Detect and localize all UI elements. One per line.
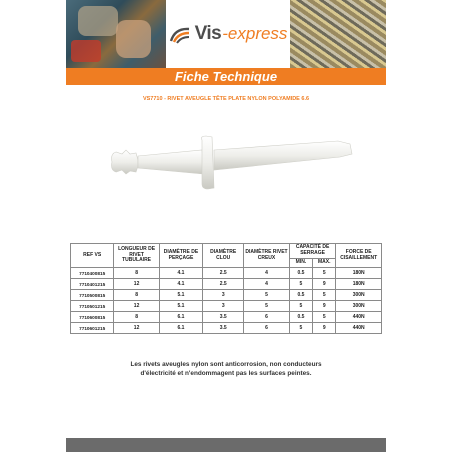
cell-rivet: 4	[244, 279, 290, 290]
cell-min: 0.5	[289, 290, 312, 301]
cell-clou: 3.5	[203, 323, 244, 334]
cell-rivet: 6	[244, 312, 290, 323]
cell-rivet: 4	[244, 268, 290, 279]
cell-longueur: 8	[114, 290, 160, 301]
cell-min: 0.5	[289, 268, 312, 279]
header-ref: REF VS	[71, 244, 114, 268]
footer-bar	[66, 438, 386, 452]
header	[66, 0, 386, 68]
cell-clou: 3.5	[203, 312, 244, 323]
cell-max: 9	[313, 279, 336, 290]
header-photo-tools	[66, 0, 166, 68]
header-longueur: LONGUEUR DE RIVET TUBULAIRE	[114, 244, 160, 268]
cell-force: 300N	[336, 301, 382, 312]
fiche-technique-banner: Fiche Technique	[66, 68, 386, 85]
cell-clou: 3	[203, 301, 244, 312]
cell-longueur: 8	[114, 268, 160, 279]
brand-name-prefix: Vis	[194, 23, 222, 44]
cell-ref: 7710400815	[71, 268, 114, 279]
rivet-illustration	[102, 132, 362, 192]
cell-percage: 5.1	[159, 290, 202, 301]
table-row	[71, 290, 382, 301]
cell-min: 5	[289, 323, 312, 334]
brand-logo	[166, 0, 290, 68]
header-capacite: CAPACITÉ DE SERRAGE	[289, 244, 336, 259]
cell-clou: 2.5	[203, 279, 244, 290]
header-diametre-percage: DIAMÈTRE DE PERÇAGE	[159, 244, 202, 268]
logo-swoosh-icon	[169, 24, 191, 44]
cell-force: 440N	[336, 312, 382, 323]
brand-name-suffix: -express	[222, 24, 288, 43]
cell-force: 440N	[336, 323, 382, 334]
cell-percage: 6.1	[159, 312, 202, 323]
product-note	[106, 361, 346, 378]
cell-force: 180N	[336, 268, 382, 279]
table-row	[71, 301, 382, 312]
product-title: VS7710 - RIVET AVEUGLE TÊTE PLATE NYLON POLYAMIDE 6.6	[142, 96, 310, 102]
cell-ref: 7710500815	[71, 290, 114, 301]
cell-ref: 7710501215	[71, 301, 114, 312]
cell-rivet: 5	[244, 301, 290, 312]
cell-force: 180N	[336, 279, 382, 290]
cell-percage: 5.1	[159, 301, 202, 312]
cell-ref: 7710401215	[71, 279, 114, 290]
cell-longueur: 8	[114, 312, 160, 323]
table-row	[71, 279, 382, 290]
header-min: MIN.	[289, 259, 312, 268]
table-row	[71, 312, 382, 323]
header-diametre-clou: DIAMÈTRE CLOU	[203, 244, 244, 268]
cell-clou: 3	[203, 290, 244, 301]
cell-longueur: 12	[114, 301, 160, 312]
cell-rivet: 6	[244, 323, 290, 334]
cell-min: 5	[289, 301, 312, 312]
header-max: MAX.	[313, 259, 336, 268]
document-page	[66, 0, 386, 452]
cell-max: 5	[313, 290, 336, 301]
cell-percage: 4.1	[159, 279, 202, 290]
cell-min: 0.5	[289, 312, 312, 323]
cell-longueur: 12	[114, 279, 160, 290]
cell-longueur: 12	[114, 323, 160, 334]
spec-table	[70, 243, 382, 334]
cell-max: 5	[313, 268, 336, 279]
header-photo-screws	[290, 0, 386, 68]
cell-ref: 7710600815	[71, 312, 114, 323]
cell-percage: 6.1	[159, 323, 202, 334]
cell-max: 5	[313, 312, 336, 323]
cell-ref: 7710601215	[71, 323, 114, 334]
cell-force: 300N	[336, 290, 382, 301]
cell-max: 9	[313, 323, 336, 334]
cell-min: 5	[289, 279, 312, 290]
header-diametre-rivet: DIAMÈTRE RIVET CREUX	[244, 244, 290, 268]
header-force: FORCE DE CISAILLEMENT	[336, 244, 382, 268]
note-line-1: Les rivets aveugles nylon sont anticorrosion, non conducteurs	[130, 361, 322, 368]
cell-rivet: 5	[244, 290, 290, 301]
table-row	[71, 323, 382, 334]
cell-clou: 2.5	[203, 268, 244, 279]
table-row	[71, 268, 382, 279]
note-line-2: d'électricité et n'endommagent pas les surfaces peintes.	[140, 369, 312, 377]
cell-percage: 4.1	[159, 268, 202, 279]
cell-max: 9	[313, 301, 336, 312]
